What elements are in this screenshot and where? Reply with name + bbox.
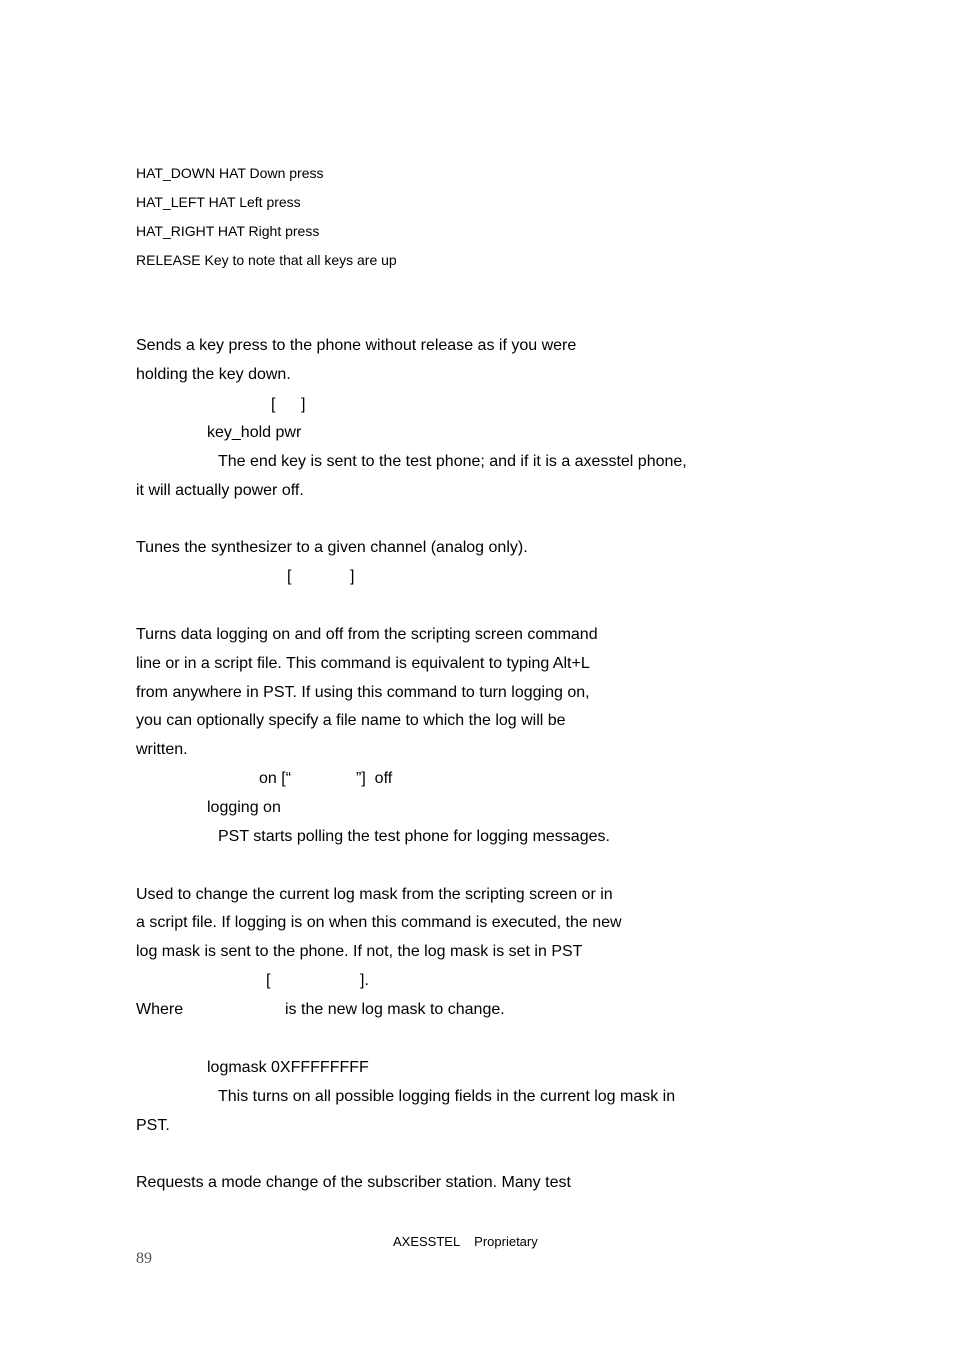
paragraph-line: Sends a key press to the phone without release as if you were	[136, 337, 577, 354]
result: The end key is sent to the test phone; and if it is a axesstel phone,	[218, 453, 687, 470]
page-number: 89	[136, 1250, 152, 1267]
paragraph-line: Tunes the synthesizer to a given channel (analog only).	[136, 539, 528, 556]
result: it will actually power off.	[136, 482, 304, 499]
syntax-bracket: [	[266, 972, 271, 989]
key-row: HAT_LEFT HAT Left press	[136, 194, 301, 210]
paragraph-line: Requests a mode change of the subscriber station. Many test	[136, 1174, 571, 1191]
paragraph-line: Turns data logging on and off from the scripting screen command	[136, 626, 598, 643]
paragraph-line: written.	[136, 741, 188, 758]
where-text: is the new log mask to change.	[285, 1001, 505, 1018]
syntax-bracket: ]	[301, 396, 306, 413]
paragraph-line: a script file. If logging is on when this command is executed, the new	[136, 914, 622, 931]
paragraph-line: Used to change the current log mask from the scripting screen or in	[136, 886, 613, 903]
key-row: HAT_RIGHT HAT Right press	[136, 223, 320, 239]
paragraph-line: line or in a script file. This command is equivalent to typing Alt+L	[136, 655, 590, 672]
result: PST.	[136, 1117, 170, 1134]
syntax: ”] off	[356, 770, 393, 787]
paragraph-line: you can optionally specify a file name to which the log will be	[136, 712, 566, 729]
example: logging on	[207, 799, 281, 816]
syntax: on [“	[259, 770, 292, 787]
result: This turns on all possible logging fields in the current log mask in	[218, 1088, 676, 1105]
syntax-bracket: [	[287, 568, 292, 585]
where-label: Where	[136, 1001, 184, 1018]
example: logmask 0XFFFFFFFF	[207, 1059, 369, 1076]
example: key_hold pwr	[207, 424, 302, 441]
key-row: HAT_DOWN HAT Down press	[136, 165, 324, 181]
result: PST starts polling the test phone for logging messages.	[218, 828, 610, 845]
paragraph-line: from anywhere in PST. If using this command to turn logging on,	[136, 684, 590, 701]
footer-text: AXESSTEL Proprietary	[393, 1234, 538, 1249]
key-row: RELEASE Key to note that all keys are up	[136, 252, 397, 268]
paragraph-line: log mask is sent to the phone. If not, the log mask is set in PST	[136, 943, 583, 960]
syntax-bracket: ]	[350, 568, 355, 585]
syntax-bracket: ].	[360, 972, 369, 989]
syntax-bracket: [	[271, 396, 276, 413]
paragraph-line: holding the key down.	[136, 366, 291, 383]
